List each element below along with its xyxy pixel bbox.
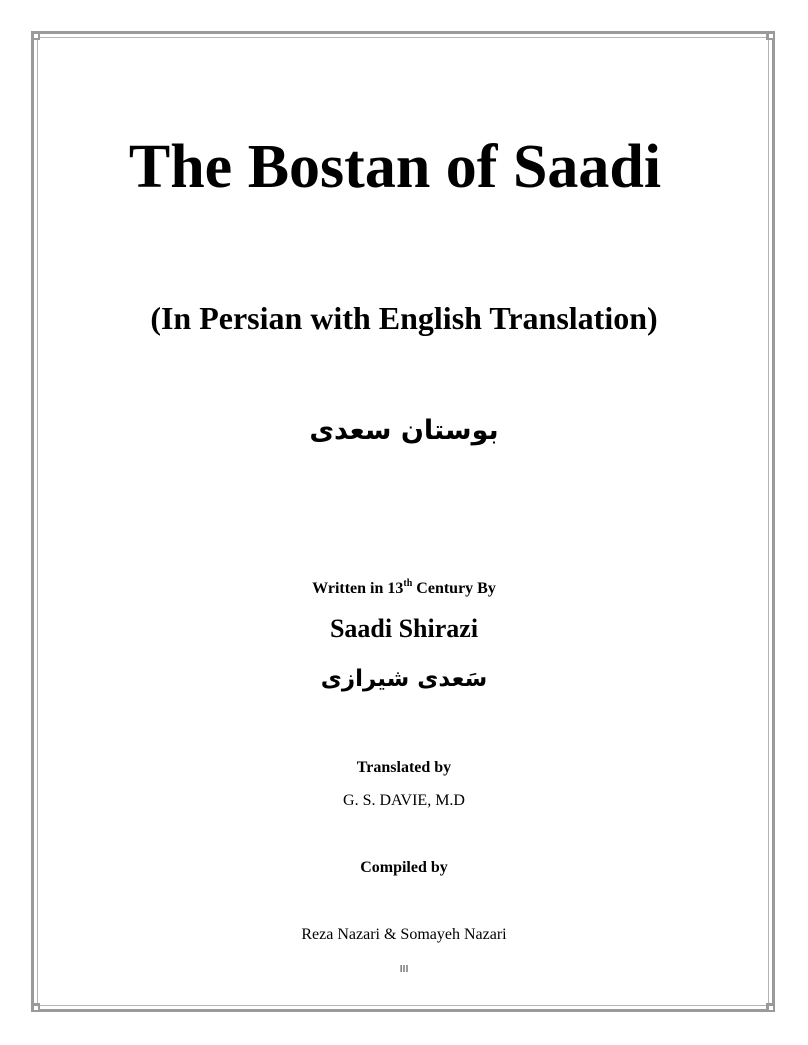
written-line: [0, 578, 808, 600]
border-corner-ornament: [766, 31, 775, 40]
written-superscript: th: [403, 577, 413, 589]
border-corner-ornament: [31, 31, 40, 40]
compiled-by-label: Compiled by: [360, 859, 448, 876]
translator-name: G. S. DAVIE, M.D: [343, 792, 465, 809]
book-subtitle: (In Persian with English Translation): [150, 300, 658, 336]
compiler-names: Reza Nazari & Somayeh Nazari: [301, 926, 507, 943]
persian-title: بوستان سعدی: [309, 415, 499, 446]
author-name: Saadi Shirazi: [329, 614, 479, 643]
written-suffix: Century By: [412, 580, 496, 597]
translated-by-label: Translated by: [356, 759, 452, 776]
written-prefix: Written in 13: [312, 580, 404, 597]
border-corner-ornament: [766, 1003, 775, 1012]
border-corner-ornament: [31, 1003, 40, 1012]
book-title: The Bostan of Saadi: [128, 133, 662, 201]
page-number: III: [399, 964, 409, 975]
persian-author-name: سَعدی شیرازی: [320, 666, 488, 692]
